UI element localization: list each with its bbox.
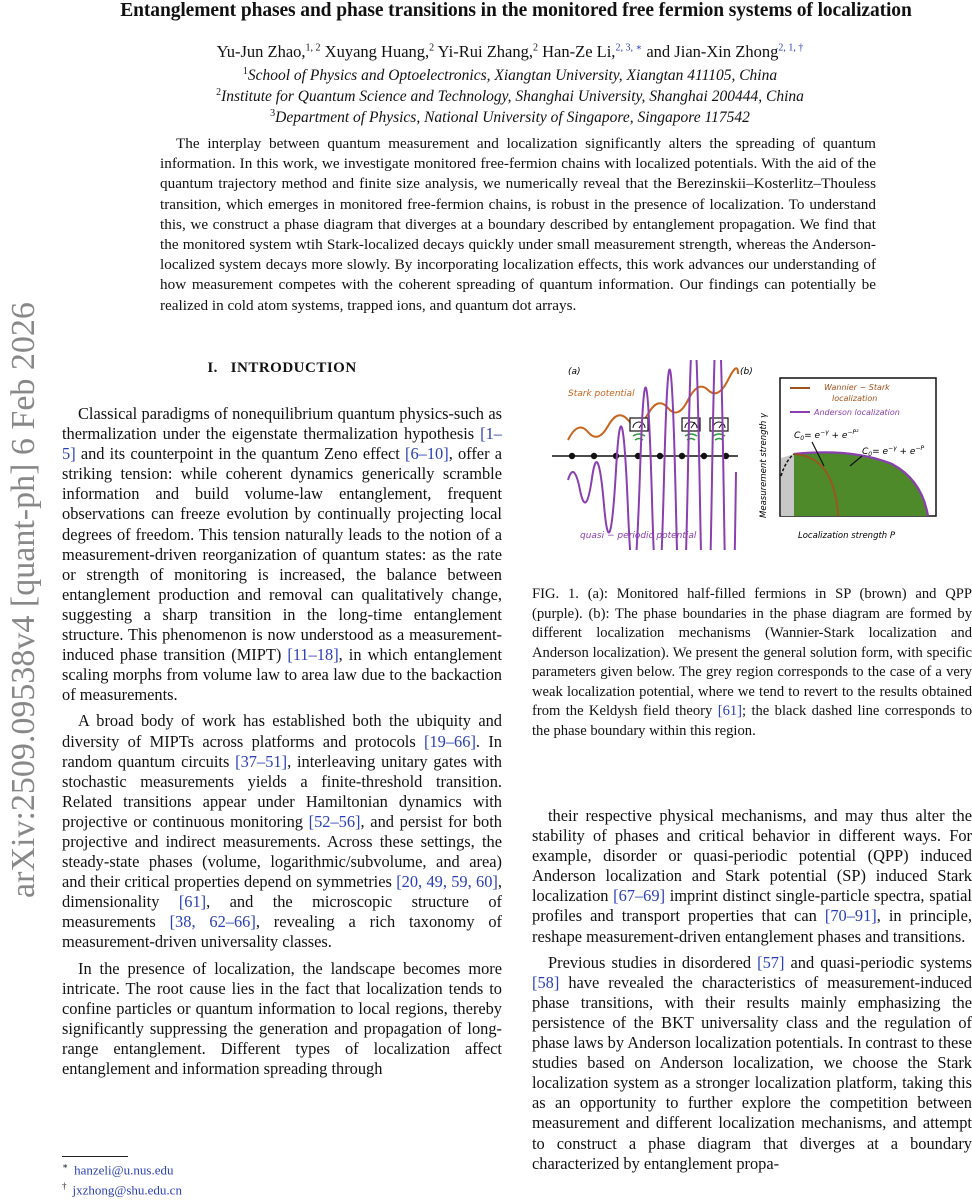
email-link-1[interactable]: hanzeli@u.nus.edu	[74, 1162, 174, 1178]
author-affiliation-mark: 2, 1, †	[778, 42, 804, 54]
figure-caption	[532, 585, 972, 741]
footnote-1: ∗ hanzeli@u.nus.edu	[62, 1161, 174, 1178]
citation-link[interactable]: [67–69]	[613, 886, 666, 906]
citation-link[interactable]: [52–56]	[308, 811, 361, 831]
citation-link[interactable]: [70–91]	[824, 906, 877, 926]
formula-anderson: $C_0= e^{-\gamma} + e^{-P}$	[862, 445, 925, 458]
citation-link[interactable]: [61]	[178, 892, 207, 912]
body-paragraph: Previous studies in disordered [57] and quasi-periodic systems [58] have revealed the characteristics of measurement-induced phase transitions, with their results mainly emphasizing the persistence of the BKT universality class and the regulation of phase laws by Anderson localization potentials. In contrast to these studies based on Anderson localization, we choose the Stark localization system as a stronger localization platform, taking this as an opportunity to further explore the competition between measurement and different localization mechanisms, and attempt to construct a phase diagram that diverges at a boundary characterized by entanglement propa-	[532, 952, 972, 1173]
citation-link[interactable]: [58]	[532, 972, 560, 992]
author-name: Yi-Rui Zhang,	[434, 42, 533, 61]
author-affiliation-mark: 2	[533, 42, 538, 54]
citation-link[interactable]: [11–18]	[287, 645, 339, 665]
abstract: The interplay between quantum measurement and localization significantly alters the spreading of quantum information. In this work, we investigate monitored free-fermion chains with localized potentials. With the aid of the quantum trajectory method and finite size analysis, we numerically reveal that the Berezinskii–Kosterlitz–Thouless transition, which emerges in monitored free-fermion chains, is robust in the presence of localization. To understand this, we construct a phase diagram that diverges at a boundary described by entanglement propagation. We find that the monitored system wtih Stark-localized decays quickly under small measurement strength, whereas the Anderson-localized system decays more slowly. By incorporating localization effects, this work advances our understanding of how measurement competes with the coherent spreading of quantum information. Our findings can potentially be realized in cold atom systems, trapped ions, and quantum dot arrays.	[160, 135, 876, 314]
legend-wannier-text-1: Wannier − Stark	[824, 383, 890, 392]
author-affiliation-mark: 2, 3, ∗	[615, 42, 643, 54]
qpp-label: quasi − periodic potential	[580, 531, 697, 541]
body-paragraph: In the presence of localization, the landscape becomes more intricate. The root cause lies in the fact that localization tends to confine particles or quantum information to local regions, thereby significantly suppressing the generation and propagation of long-range entanglement. Different types of localization affect entanglement and information spreading through	[62, 958, 502, 1078]
caption-text: FIG. 1. (a): Monitored half-filled fermions in SP (brown) and QPP (purple). (b): The phase boundaries in the phase diagram are formed by different localization mechanisms (Wannier-Stark localization and Anderson localization). We present the general solution form, with specific parameters given below. The grey region corresponds to the case of a very weak localization potential, where we tend to revert to the results obtained from the Keldysh field theory [61]; the black dashed line corresponds to the phase boundary within this region.	[532, 586, 972, 739]
author-list	[80, 42, 940, 62]
panel-a-label: (a)	[568, 367, 581, 377]
author-affiliation-mark: 2	[429, 42, 435, 54]
author-affiliation-mark: 1, 2	[305, 42, 321, 54]
right-column	[532, 806, 972, 1174]
formula-wannier: $C_0= e^{-\gamma} + e^{-P^2}$	[794, 429, 859, 442]
footnotes	[62, 1158, 502, 1199]
left-column	[62, 404, 502, 1079]
citation-link[interactable]: [19–66]	[424, 731, 476, 751]
y-axis-label: Measurement strength γ	[759, 413, 769, 518]
footnote-rule	[62, 1156, 128, 1157]
affiliation-3: $^3$Department of Physics, National University of Singapore, Singapore 117542	[270, 108, 750, 127]
author-name: Yu-Jun Zhao,	[216, 42, 306, 61]
footnote-2: † jxzhong@shu.edu.cn	[62, 1181, 182, 1198]
legend-wannier-text-2: localization	[832, 394, 878, 403]
author-name: Xuyang Huang,	[320, 42, 430, 61]
body-paragraph: Classical paradigms of nonequilibrium quantum physics-such as thermalization under the eigenstate thermalization hypothesis [1–5] and its counterpoint in the quantum Zeno effect [6–10], offer a striking tension: while coherent dynamics generically scramble information and build volume-law entanglement, frequent observations can freeze evolution by continually projecting local degrees of freedom. This tension naturally leads to the notion of a measurement-driven reorganization of quantum states: as the rate or strength of monitoring is increased, the balance between entanglement production and removal can qualitatively change, suggesting a sharp transition in the long-time entanglement structure. This phenomenon is now understood as a measurement-induced phase transition (MIPT) [11–18], in which entanglement scaling morphs from volume law to area law due to the backaction of measurements.	[62, 404, 502, 705]
author-name: and Jian-Xin Zhong	[642, 42, 779, 61]
paper-title: Entanglement phases and phase transitions in the monitored free fermion systems of localization	[120, 0, 912, 21]
citation-link[interactable]: [57]	[757, 952, 785, 972]
citation-link[interactable]: [61]	[717, 703, 743, 719]
figure-1	[532, 360, 972, 550]
legend-anderson-text: Anderson localization	[814, 408, 900, 417]
citation-link[interactable]: [6–10]	[405, 444, 449, 464]
citation-link[interactable]: [37–51]	[235, 751, 288, 771]
body-paragraph: their respective physical mechanisms, and may thus alter the stability of phases and critical behavior in different ways. For example, disorder or quasi-periodic potential (QPP) induced Anderson localization and Stark potential (SP) induced Stark localization [67–69] imprint distinct single-particle spectra, spatial profiles and transport properties that can [70–91], in principle, reshape measurement-driven entanglement phases and transitions.	[532, 806, 972, 946]
arxiv-sidebar	[0, 280, 48, 920]
grey-weak-region	[781, 454, 794, 516]
affiliation-2: $^2$Institute for Quantum Science and Technology, Shanghai University, Shanghai 200444, China	[216, 87, 804, 106]
stark-potential-label: Stark potential	[568, 389, 635, 399]
x-axis-label: Localization strength P	[798, 531, 896, 541]
affiliation-1: $^1$School of Physics and Optoelectronics, Xiangtan University, Xiangtan 411105, China	[242, 66, 778, 85]
body-paragraph: A broad body of work has established both the ubiquity and diversity of MIPTs across platforms and protocols [19–66]. In random quantum circuits [37–51], interleaving unitary gates with stochastic measurements yields a finite-threshold transition. Related transitions appear under Hamiltonian dynamics with projective or continuous monitoring [52–56], and persist for both projective and indirect measurements. Across these settings, the steady-state phases (volume, logarithmic/subvolume, and area) and their critical properties depend on symmetries [20, 49, 59, 60], dimensionality [61], and the microscopic structure of measurements [38, 62–66], revealing a rich taxonomy of measurement-driven universality classes.	[62, 711, 503, 952]
citation-link[interactable]: [1–5]	[62, 424, 502, 464]
citation-link[interactable]: [20, 49, 59, 60]	[396, 872, 498, 892]
author-name: Han-Ze Li,	[538, 42, 616, 61]
arxiv-id[interactable]: arXiv:2509.09538v4 [quant-ph] 6 Feb 2026	[5, 302, 42, 898]
email-link-2[interactable]: jxzhong@shu.edu.cn	[72, 1182, 182, 1198]
panel-b-label: (b)	[740, 367, 753, 377]
citation-link[interactable]: [38, 62–66]	[169, 912, 256, 932]
section-heading: I. INTRODUCTION	[207, 360, 357, 376]
